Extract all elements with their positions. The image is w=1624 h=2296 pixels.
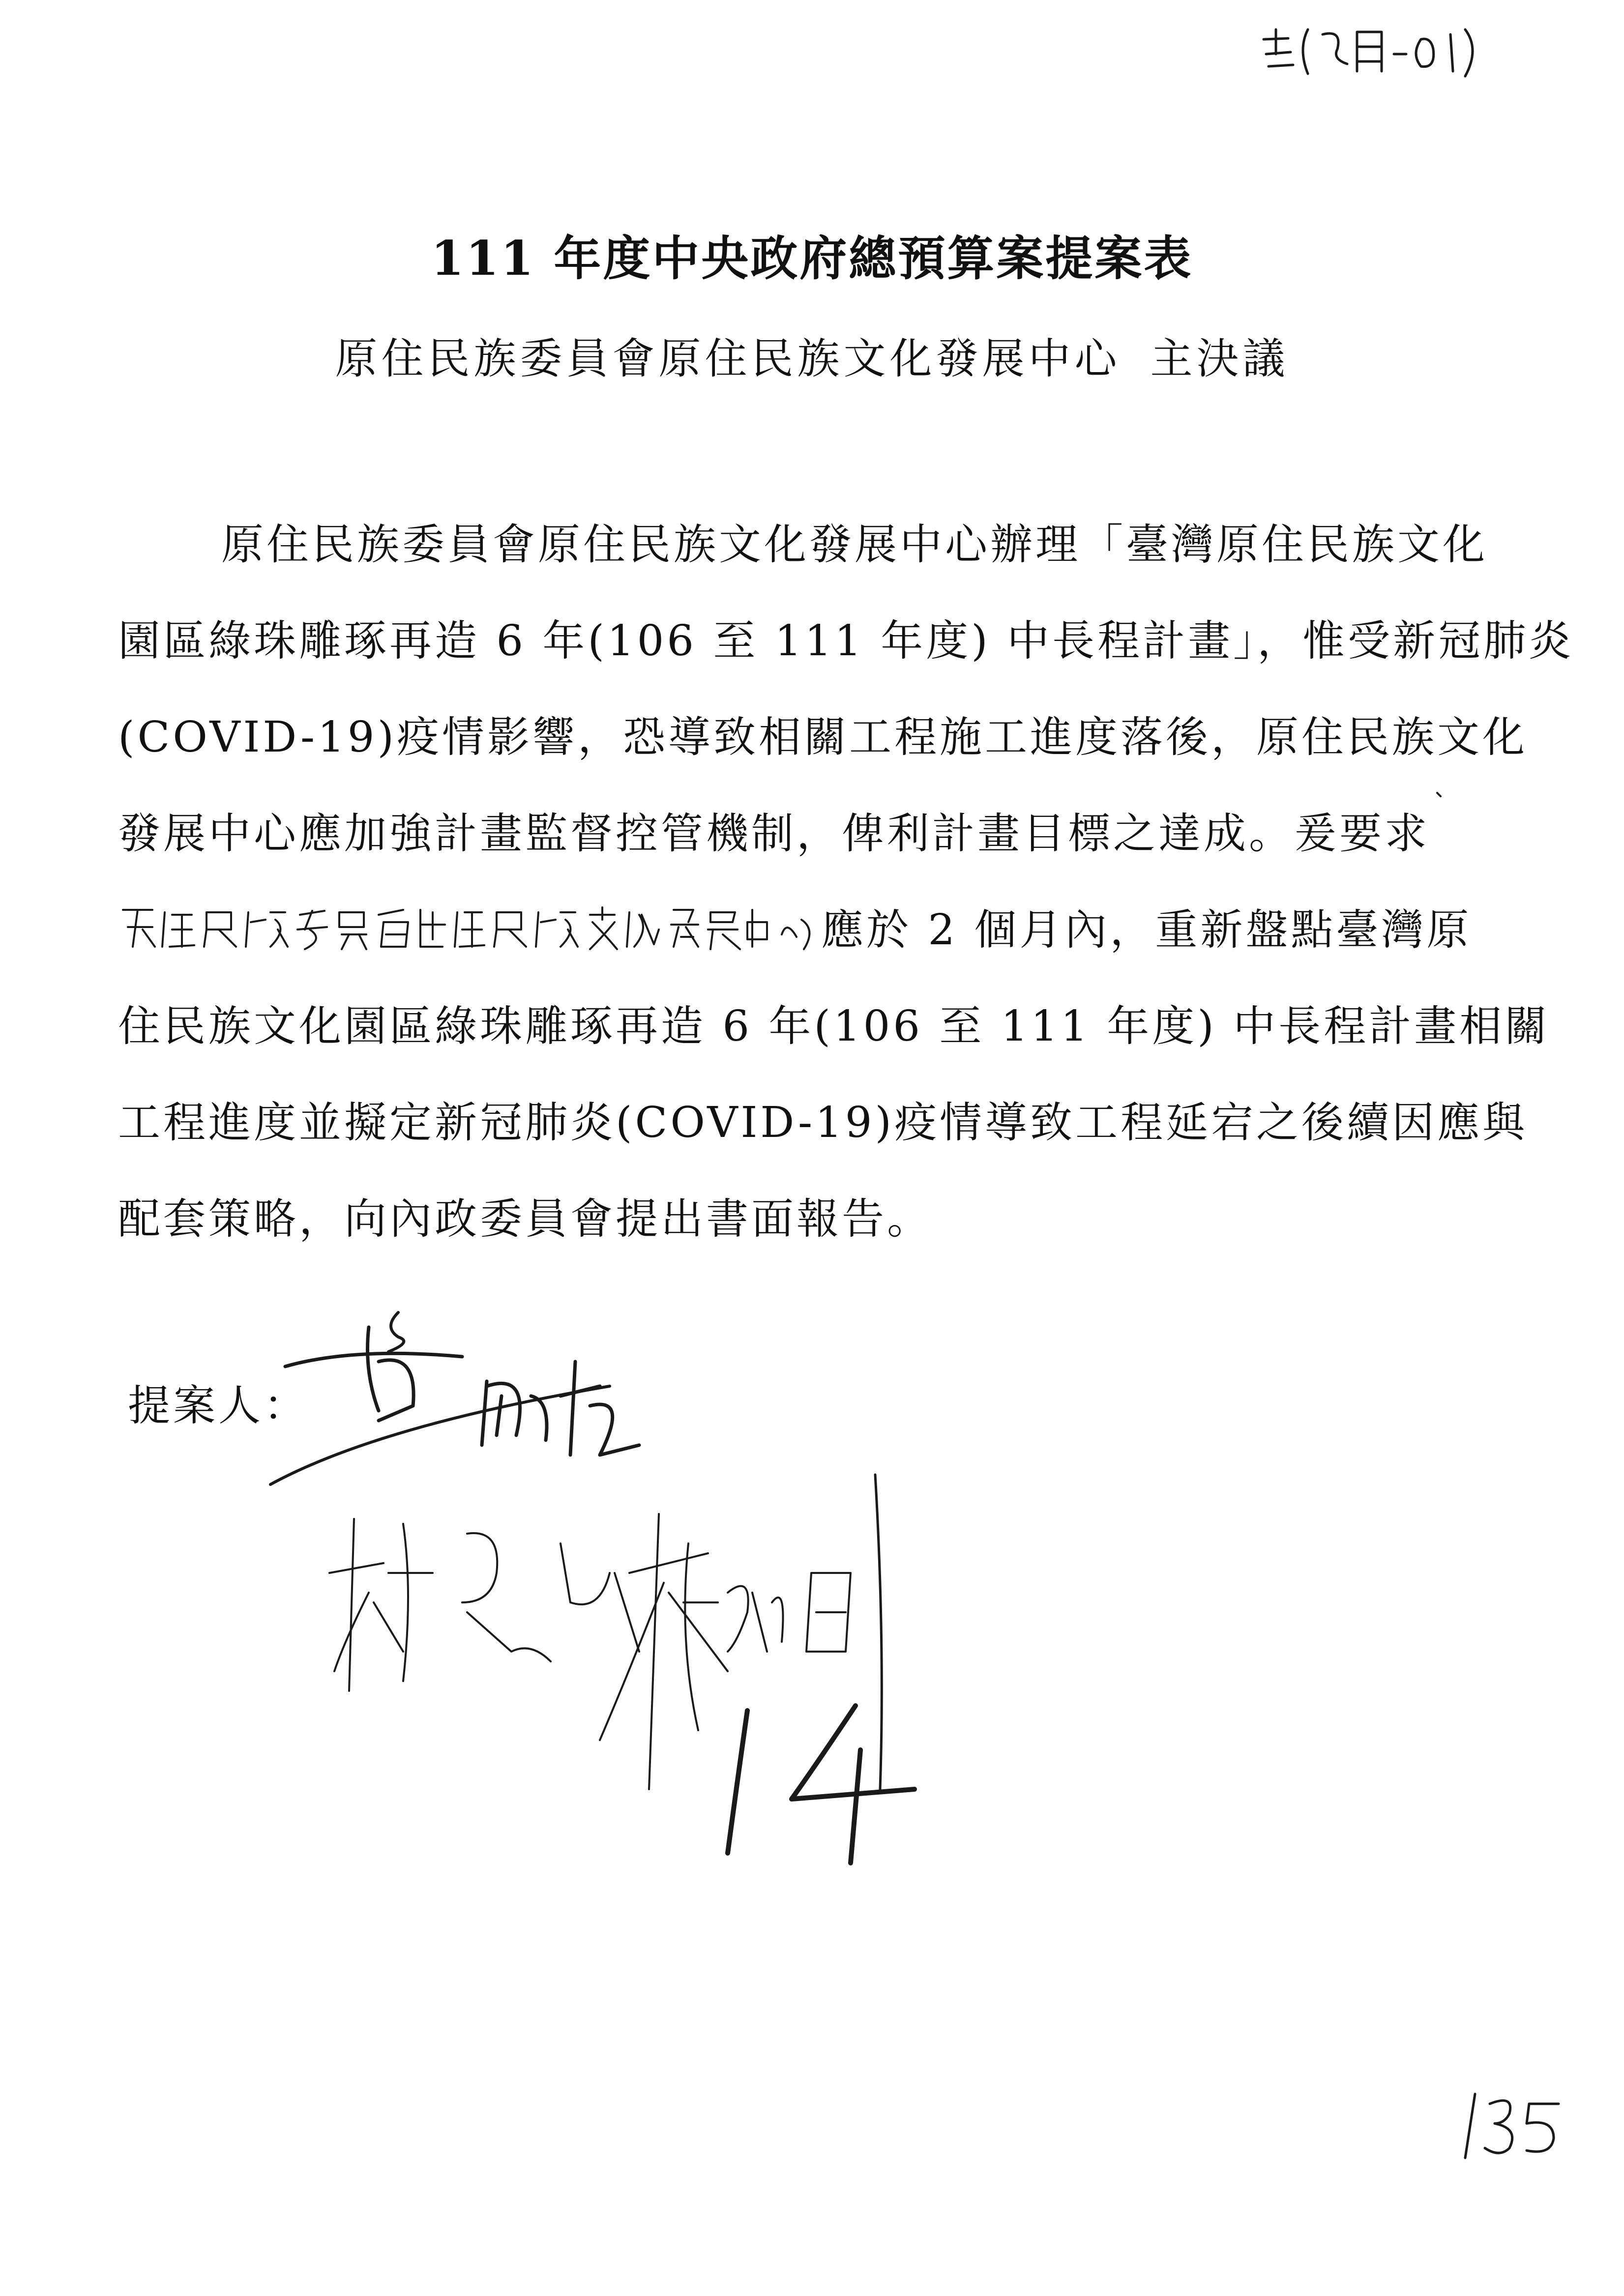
body-line-tail: 應於 2 個月內，重新盤點臺灣原 — [821, 905, 1472, 955]
stray-mark — [1430, 785, 1449, 825]
proposer-label: 提案人： — [128, 1381, 309, 1430]
handwritten-page-number — [708, 1691, 944, 1868]
handwritten-corner-number — [1455, 2084, 1573, 2163]
body-line-with-handwriting — [118, 882, 1485, 978]
handwritten-annotation — [1259, 20, 1490, 84]
body-line: 配套策略，向內政委員會提出書面報告。 — [118, 1194, 932, 1244]
body-line-text: 發展中心應加強計畫監督控管機制，俾利計畫目標之達成。爰要求 — [118, 809, 1430, 858]
body-line — [118, 785, 1485, 882]
body-line: 住民族文化園區綠珠雕琢再造 6 年(106 至 111 年度) 中長程計畫相關 — [118, 1002, 1550, 1051]
body-line: 工程進度並擬定新冠肺炎(COVID-19)疫情導致工程延宕之後續因應與 — [118, 1098, 1528, 1147]
body-line: (COVID-19)疫情影響，恐導致相關工程施工進度落後，原住民族文化 — [118, 713, 1528, 762]
body-line: 原住民族委員會原住民族文化發展中心辦理「臺灣原住民族文化 — [221, 520, 1488, 569]
body-line: 園區綠珠雕琢再造 6 年(106 至 111 年度) 中長程計畫」，惟受新冠肺炎 — [118, 616, 1574, 666]
document-subtitle — [0, 324, 1624, 385]
handwritten-insert — [118, 900, 821, 954]
proposal-body — [118, 496, 1574, 1267]
subtitle-resolution-type: 主決議 — [1150, 334, 1289, 383]
subtitle-organization: 原住民族委員會原住民族文化發展中心 — [335, 334, 1121, 383]
document-title: 111 年度中央政府總預算案提案表 — [431, 231, 1193, 286]
